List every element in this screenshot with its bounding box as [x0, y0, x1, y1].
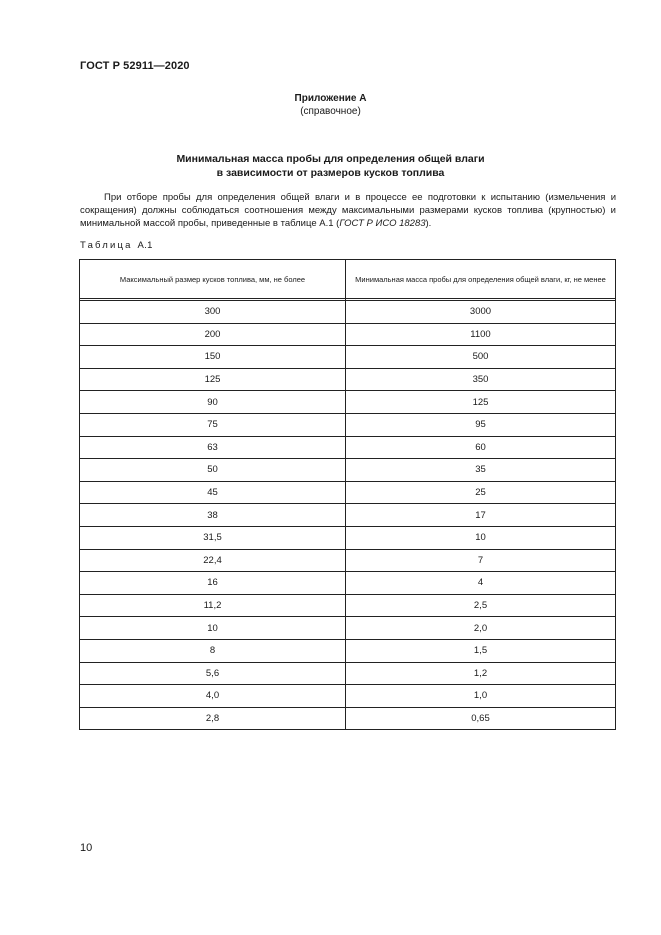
table-body [80, 299, 616, 730]
table-row [80, 481, 616, 504]
table-row [80, 413, 616, 436]
min-mass-cell: 25 [346, 481, 616, 504]
appendix-heading [0, 92, 661, 118]
max-size-cell: 75 [80, 413, 346, 436]
max-size-cell: 5,6 [80, 662, 346, 685]
table-row [80, 301, 616, 324]
table-row [80, 639, 616, 662]
min-mass-cell: 35 [346, 459, 616, 482]
min-mass-cell: 2,5 [346, 594, 616, 617]
column-header-max-size: Максимальный размер кусков топлива, мм, не более [80, 260, 346, 299]
max-size-cell: 31,5 [80, 526, 346, 549]
min-mass-cell: 60 [346, 436, 616, 459]
min-mass-cell: 95 [346, 413, 616, 436]
table-row [80, 504, 616, 527]
intro-text-end: ). [425, 218, 432, 229]
table-header-row [80, 260, 616, 299]
appendix-title: Приложение А [294, 93, 367, 104]
table-caption-number: А.1 [137, 240, 153, 251]
table-row [80, 323, 616, 346]
min-mass-cell: 1,5 [346, 639, 616, 662]
min-mass-cell: 2,0 [346, 617, 616, 640]
appendix-subtitle: (справочное) [300, 106, 361, 117]
max-size-cell: 50 [80, 459, 346, 482]
min-mass-cell: 3000 [346, 301, 616, 324]
table-row [80, 368, 616, 391]
table-caption [80, 240, 153, 251]
min-mass-cell: 7 [346, 549, 616, 572]
max-size-cell: 11,2 [80, 594, 346, 617]
table-row [80, 526, 616, 549]
table-row [80, 707, 616, 730]
document-id: ГОСТ Р 52911—2020 [80, 60, 190, 72]
max-size-cell: 16 [80, 572, 346, 595]
table-caption-word: Таблица [80, 240, 133, 251]
max-size-cell: 8 [80, 639, 346, 662]
table-row [80, 391, 616, 414]
max-size-cell: 300 [80, 301, 346, 324]
max-size-cell: 90 [80, 391, 346, 414]
section-title [0, 152, 661, 180]
min-mass-cell: 1100 [346, 323, 616, 346]
sample-mass-table [79, 259, 616, 730]
max-size-cell: 4,0 [80, 685, 346, 708]
table-row [80, 346, 616, 369]
table-row [80, 572, 616, 595]
section-title-line-1: Минимальная масса пробы для определения общей влаги [176, 153, 485, 165]
table-row [80, 549, 616, 572]
min-mass-cell: 1,0 [346, 685, 616, 708]
min-mass-cell: 0,65 [346, 707, 616, 730]
min-mass-cell: 500 [346, 346, 616, 369]
max-size-cell: 38 [80, 504, 346, 527]
max-size-cell: 200 [80, 323, 346, 346]
table-row [80, 662, 616, 685]
max-size-cell: 45 [80, 481, 346, 504]
min-mass-cell: 17 [346, 504, 616, 527]
table-row [80, 685, 616, 708]
min-mass-cell: 10 [346, 526, 616, 549]
table-row [80, 459, 616, 482]
max-size-cell: 2,8 [80, 707, 346, 730]
min-mass-cell: 125 [346, 391, 616, 414]
max-size-cell: 10 [80, 617, 346, 640]
table-row [80, 617, 616, 640]
max-size-cell: 150 [80, 346, 346, 369]
column-header-min-mass: Минимальная масса пробы для определения общей влаги, кг, не менее [346, 260, 616, 299]
max-size-cell: 63 [80, 436, 346, 459]
table-row [80, 436, 616, 459]
intro-paragraph [80, 191, 616, 230]
intro-text: При отборе пробы для определения общей влаги и в процессе ее подготовки к испытанию (измельчения и сокращения) должны соблюдаться соотношения между максимальными размерами кусков топлива (крупностью) и минимальной массой пробы, приведенные в таблице А.1 ( [80, 192, 616, 229]
max-size-cell: 22,4 [80, 549, 346, 572]
max-size-cell: 125 [80, 368, 346, 391]
section-title-line-2: в зависимости от размеров кусков топлива [216, 167, 445, 179]
min-mass-cell: 1,2 [346, 662, 616, 685]
table-row [80, 594, 616, 617]
min-mass-cell: 350 [346, 368, 616, 391]
page-number: 10 [80, 842, 93, 854]
min-mass-cell: 4 [346, 572, 616, 595]
standard-reference: ГОСТ Р ИСО 18283 [339, 218, 426, 229]
